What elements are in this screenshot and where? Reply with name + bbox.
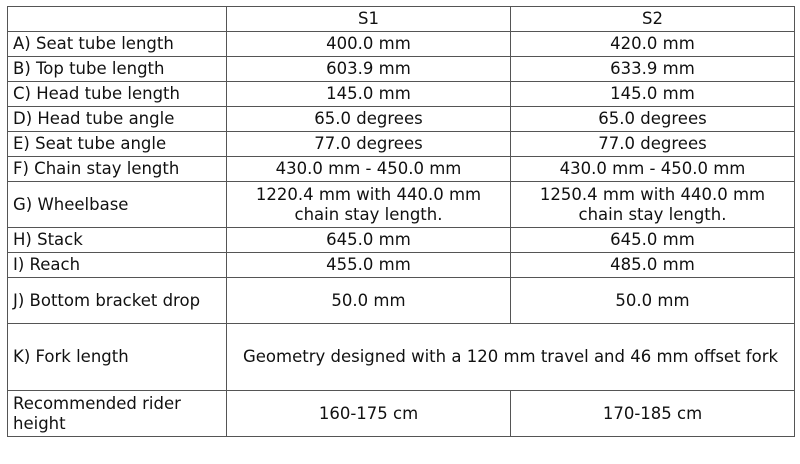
row-label: B) Top tube length <box>8 57 227 82</box>
row-label: C) Head tube length <box>8 82 227 107</box>
row-label: E) Seat tube angle <box>8 132 227 157</box>
table-row <box>8 32 795 57</box>
geometry-table <box>7 6 795 437</box>
s1-value: 603.9 mm <box>227 57 511 82</box>
s1-value: 77.0 degrees <box>227 132 511 157</box>
table-row <box>8 107 795 132</box>
row-label: I) Reach <box>8 253 227 278</box>
header-blank-cell <box>8 7 227 32</box>
row-label: Recommended rider height <box>8 391 227 437</box>
s2-value: 50.0 mm <box>511 278 795 324</box>
s1-value: 50.0 mm <box>227 278 511 324</box>
row-label: F) Chain stay length <box>8 157 227 182</box>
table-row <box>8 132 795 157</box>
table-row <box>8 324 795 391</box>
s1-value: 145.0 mm <box>227 82 511 107</box>
s1-value: 645.0 mm <box>227 228 511 253</box>
s2-value: 645.0 mm <box>511 228 795 253</box>
table-row <box>8 253 795 278</box>
s1-value: 160-175 cm <box>227 391 511 437</box>
s2-value: 145.0 mm <box>511 82 795 107</box>
s2-value: 65.0 degrees <box>511 107 795 132</box>
table-row <box>8 157 795 182</box>
s1-value: 65.0 degrees <box>227 107 511 132</box>
header-s1: S1 <box>227 7 511 32</box>
s1-value: 455.0 mm <box>227 253 511 278</box>
s2-value: 633.9 mm <box>511 57 795 82</box>
s2-value: 1250.4 mm with 440.0 mm chain stay length. <box>511 182 795 228</box>
table-row <box>8 278 795 324</box>
s2-value: 430.0 mm - 450.0 mm <box>511 157 795 182</box>
row-label: J) Bottom bracket drop <box>8 278 227 324</box>
s1-value: 430.0 mm - 450.0 mm <box>227 157 511 182</box>
s2-value: 485.0 mm <box>511 253 795 278</box>
row-label: H) Stack <box>8 228 227 253</box>
table-row <box>8 82 795 107</box>
s2-value: 77.0 degrees <box>511 132 795 157</box>
row-label: A) Seat tube length <box>8 32 227 57</box>
row-label: K) Fork length <box>8 324 227 391</box>
merged-value: Geometry designed with a 120 mm travel and 46 mm offset fork <box>227 324 795 391</box>
s1-value: 1220.4 mm with 440.0 mm chain stay length. <box>227 182 511 228</box>
row-label: D) Head tube angle <box>8 107 227 132</box>
table-row <box>8 228 795 253</box>
s2-value: 170-185 cm <box>511 391 795 437</box>
row-label: G) Wheelbase <box>8 182 227 228</box>
s1-value: 400.0 mm <box>227 32 511 57</box>
header-s2: S2 <box>511 7 795 32</box>
table-row <box>8 57 795 82</box>
table-row <box>8 391 795 437</box>
header-row <box>8 7 795 32</box>
s2-value: 420.0 mm <box>511 32 795 57</box>
table-row <box>8 182 795 228</box>
